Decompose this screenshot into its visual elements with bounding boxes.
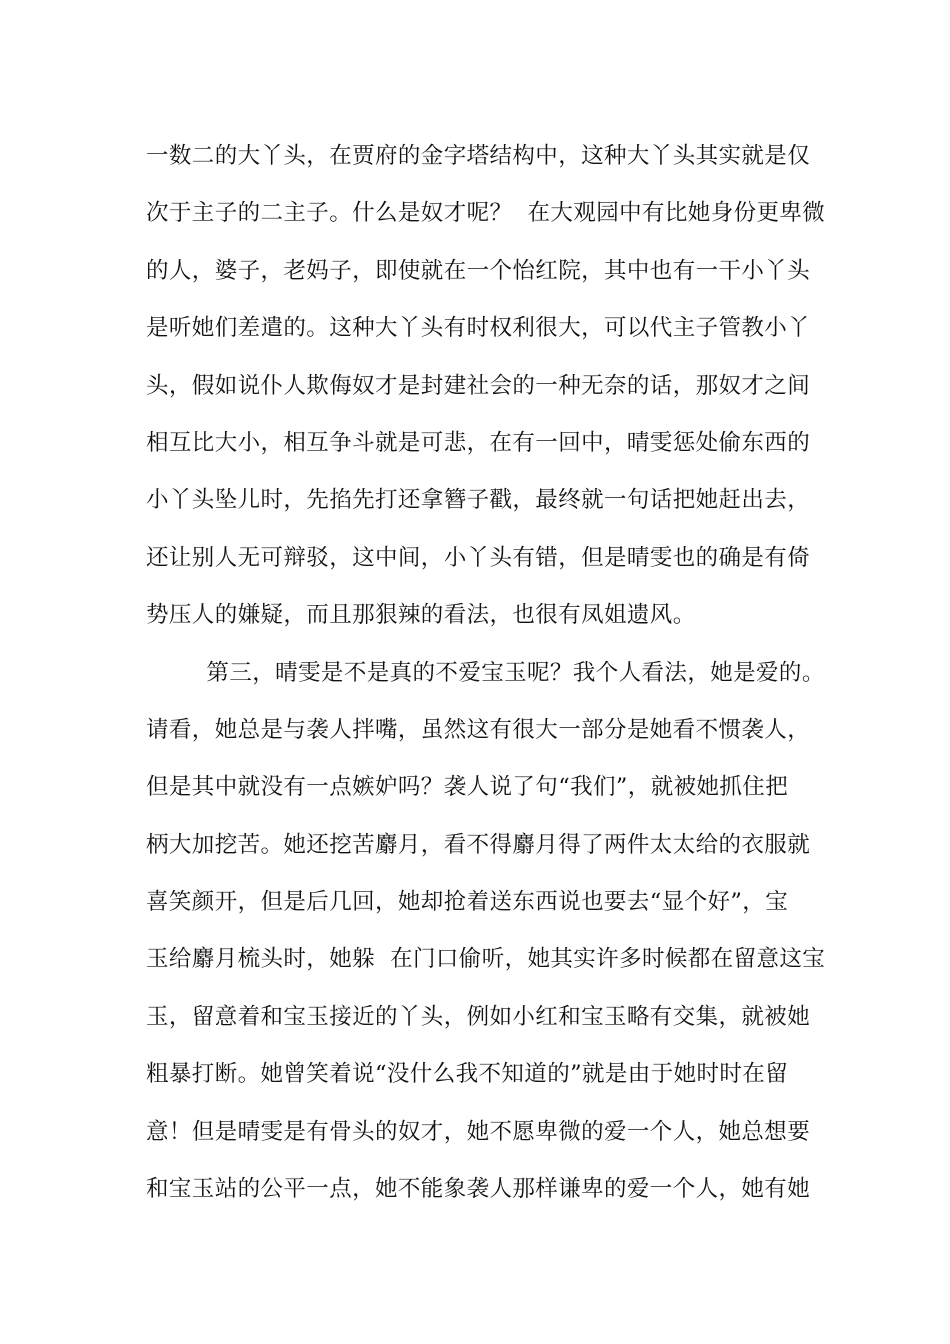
text-line: 喜笑颜开，但是后几回，她却抢着送东西说也要去“显个好”，宝 bbox=[146, 889, 789, 916]
text-line: 玉给麝月梳头时，她躲 在门口偷听，她其实许多时候都在留意这宝 bbox=[146, 946, 826, 973]
text-line: 柄大加挖苦。她还挖苦麝月，看不得麝月得了两件太太给的衣服就 bbox=[146, 831, 811, 858]
text-line: 小丫头坠儿时，先掐先打还拿簪子戳，最终就一句话把她赶出去， bbox=[146, 487, 811, 514]
text-line: 头，假如说仆人欺侮奴才是封建社会的一种无奈的话，那奴才之间 bbox=[146, 372, 811, 399]
text-line: 意！但是晴雯是有骨头的奴才，她不愿卑微的爱一个人，她总想要 bbox=[146, 1118, 811, 1145]
text-line: 一数二的大丫头，在贾府的金字塔结构中，这种大丫头其实就是仅 bbox=[146, 143, 811, 169]
paragraph-start-line: 第三，晴雯是不是真的不爱宝玉呢？我个人看法，她是爱的。 bbox=[146, 659, 825, 686]
body-text bbox=[146, 128, 826, 1218]
text-line: 次于主子的二主子。什么是奴才呢？ 在大观园中有比她身份更卑微 bbox=[146, 200, 826, 227]
text-line: 是听她们差遣的。这种大丫头有时权利很大，可以代主子管教小丫 bbox=[146, 315, 811, 342]
text-line: 还让别人无可辩驳，这中间，小丫头有错，但是晴雯也的确是有倚 bbox=[146, 544, 811, 571]
text-line: 请看，她总是与袭人拌嘴，虽然这有很大一部分是她看不惯袭人， bbox=[146, 716, 811, 743]
text-line: 粗暴打断。她曾笑着说“没什么我不知道的”就是由于她时时在留 bbox=[146, 1061, 789, 1088]
text-line: 的人，婆子，老妈子，即使就在一个怡红院，其中也有一干小丫头 bbox=[146, 257, 811, 284]
text-line: 相互比大小，相互争斗就是可悲，在有一回中，晴雯惩处偷东西的 bbox=[146, 429, 811, 456]
text-line: 但是其中就没有一点嫉妒吗？袭人说了句“我们”，就被她抓住把 bbox=[146, 774, 789, 801]
text-line: 势压人的嫌疑，而且那狠辣的看法，也很有凤姐遗风。 bbox=[146, 602, 696, 629]
text-line: 和宝玉站的公平一点，她不能象袭人那样谦卑的爱一个人，她有她 bbox=[146, 1176, 811, 1203]
text-line: 玉，留意着和宝玉接近的丫头，例如小红和宝玉略有交集，就被她 bbox=[146, 1003, 811, 1030]
